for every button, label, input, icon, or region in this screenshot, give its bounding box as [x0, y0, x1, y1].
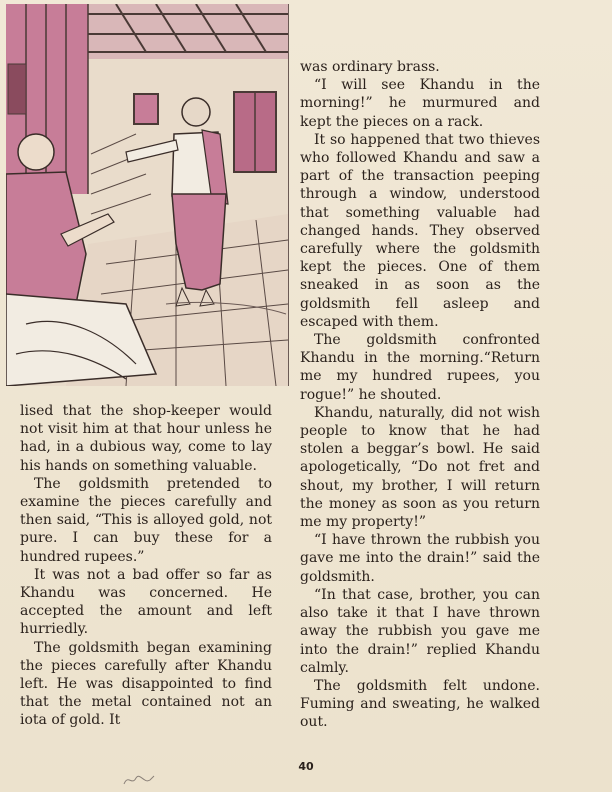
illustration-drawing: [6, 4, 288, 386]
right-paragraph-8: The goldsmith felt undone. Fuming and sweating, he walked out.: [300, 677, 540, 731]
right-paragraph-2: “I will see Khandu in the morning!” he murmured and kept the pieces on a rack.: [300, 77, 540, 130]
right-paragraph-1: was ordinary brass.: [300, 59, 440, 75]
right-paragraph-3: It so happened that two thieves who followed Khandu and saw a part of the transaction peeping through a window, understood that something valuable had changed hands. They observed carefully where the goldsmith kept the pieces. One of them sneaked in as soon as the goldsmith fell asleep and escaped with them.: [300, 131, 540, 330]
right-paragraph-7: “In that case, brother, you can also take it that I have thrown away the rubbish you gave me into the drain!” replied Khandu calmly.: [300, 586, 540, 676]
right-paragraph-4: The goldsmith confronted Khandu in the morning.“Return me my hundred rupees, you rogue!” he shouted.: [300, 332, 540, 403]
pencil-scribble-mark: [120, 770, 160, 788]
left-paragraph-3: It was not a bad offer so far as Khandu was concerned. He accepted the amount and left hurriedly.: [20, 566, 272, 638]
left-column: [20, 402, 272, 730]
right-paragraph-5: Khandu, naturally, did not wish people to know that he had stolen a beggar’s bowl. He said apologetically, “Do not fret and shout, my brother, I will return the money as soon as you return me my property!”: [300, 404, 540, 531]
story-illustration: [6, 4, 289, 386]
left-paragraph-1: lised that the shop-keeper would not visit him at that hour unless he had, in a dubious way, come to lay his hands on something valuable.: [20, 403, 272, 474]
left-paragraph-4: The goldsmith began examining the pieces carefully after Khandu left. He was disappointed to find that the metal contained not an iota of gold. It: [20, 639, 272, 729]
right-column: [300, 58, 540, 732]
page-number: 40: [298, 760, 314, 773]
left-paragraph-2: The goldsmith pretended to examine the pieces carefully and then said, “This is alloyed gold, not pure. I can buy these for a hundred rupees.”: [20, 475, 272, 565]
right-paragraph-6: “I have thrown the rubbish you gave me into the drain!” said the goldsmith.: [300, 532, 540, 585]
